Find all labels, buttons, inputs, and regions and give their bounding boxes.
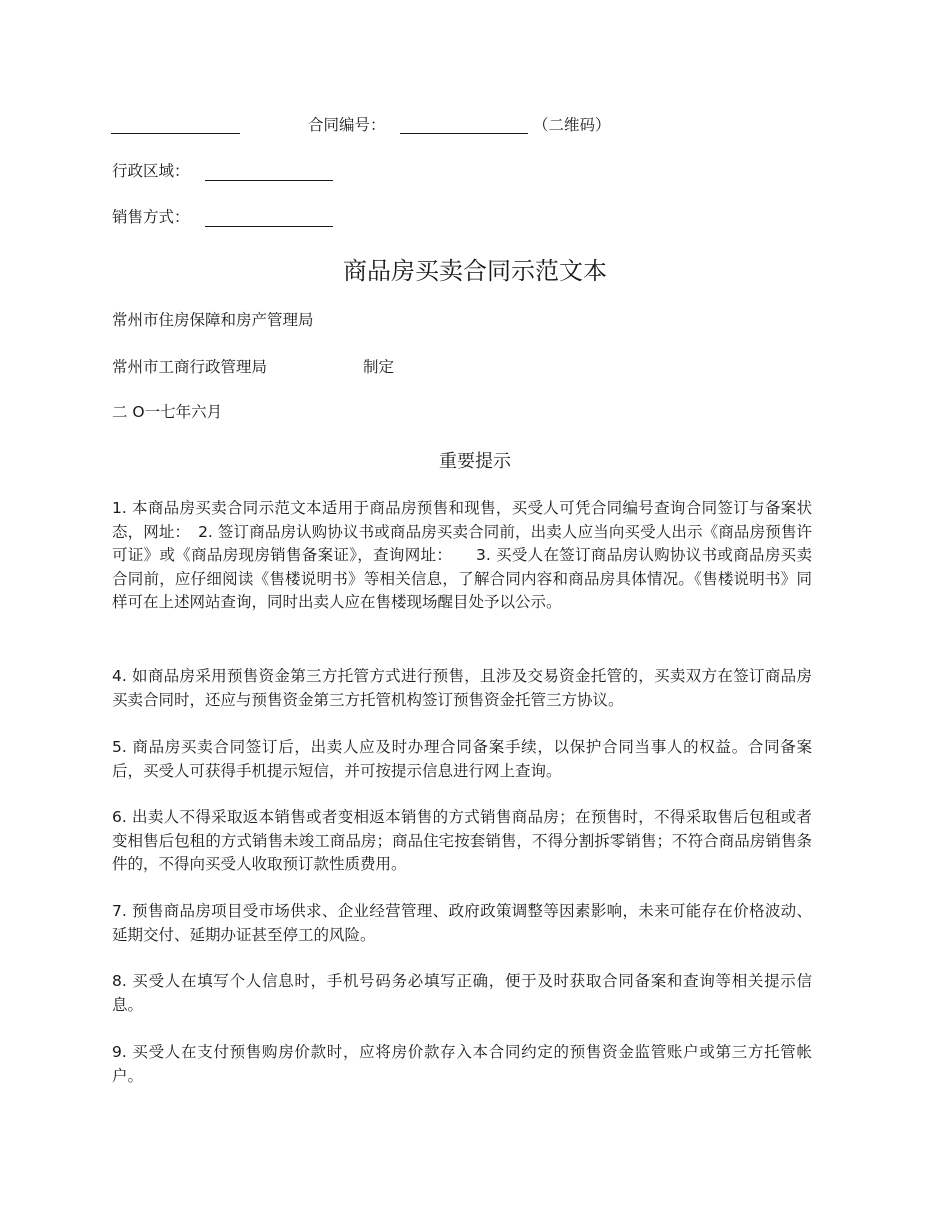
- page-title: 商品房买卖合同示范文本: [343, 257, 607, 285]
- issuer-commerce-bureau: 常州市工商行政管理局: [112, 358, 268, 376]
- notice-item-4: 4. 如商品房采用预售资金第三方托管方式进行预售，且涉及交易资金托管的，买卖双方在签订商品房买卖合同时，还应与预售资金第三方托管机构签订预售资金托管三方协议。: [112, 667, 812, 709]
- sales-method-blank[interactable]: [205, 226, 333, 227]
- qr-code-label: （二维码）: [533, 116, 611, 134]
- contract-number-blank[interactable]: [400, 133, 528, 134]
- region-label: 行政区域：: [112, 162, 190, 180]
- left-blank-line[interactable]: [111, 133, 240, 134]
- notice-item-6: 6. 出卖人不得采取返本销售或者变相返本销售的方式销售商品房；在预售时，不得采取售后包租或者变相售后包租的方式销售未竣工商品房；商品住宅按套销售，不得分割拆零销售；不符合商品房销售条件的，不得向买受人收取预订款性质费用。: [112, 808, 812, 873]
- sales-method-label: 销售方式：: [112, 208, 190, 226]
- notice-heading: 重要提示: [439, 451, 511, 472]
- issuer-housing-bureau: 常州市住房保障和房产管理局: [112, 311, 314, 329]
- notice-item-1: 1. 本商品房买卖合同示范文本适用于商品房预售和现售，买受人可凭合同编号查询合同签订与备案状态，网址： 2. 签订商品房认购协议书或商品房买卖合同前，出卖人应当向买受人出示《商品房预售许可证》或《商品房现房销售备案证》，查询网址： 3. 买受人在签订商品房认购协议书或商品房买卖合同前，应仔细阅读《售楼说明书》等相关信息，了解合同内容和商品房具体情况。《售楼说明书》同样可在上述网站查询，同时出卖人应在售楼现场醒目处予以公示。: [112, 499, 812, 611]
- made-by-label: 制定: [363, 358, 395, 376]
- issue-date: 二 O一七年六月: [112, 403, 223, 421]
- contract-number-label: 合同编号：: [308, 116, 386, 134]
- notice-item-9: 9. 买受人在支付预售购房价款时，应将房价款存入本合同约定的预售资金监管账户或第三方托管帐户。: [112, 1043, 812, 1085]
- notice-item-8: 8. 买受人在填写个人信息时，手机号码务必填写正确，便于及时获取合同备案和查询等相关提示信息。: [112, 972, 812, 1014]
- notice-item-5: 5. 商品房买卖合同签订后，出卖人应及时办理合同备案手续，以保护合同当事人的权益。合同备案后，买受人可获得手机提示短信，并可按提示信息进行网上查询。: [112, 738, 812, 780]
- region-blank[interactable]: [205, 180, 333, 181]
- notice-item-7: 7. 预售商品房项目受市场供求、企业经营管理、政府政策调整等因素影响，未来可能存在价格波动、延期交付、延期办证甚至停工的风险。: [112, 902, 812, 944]
